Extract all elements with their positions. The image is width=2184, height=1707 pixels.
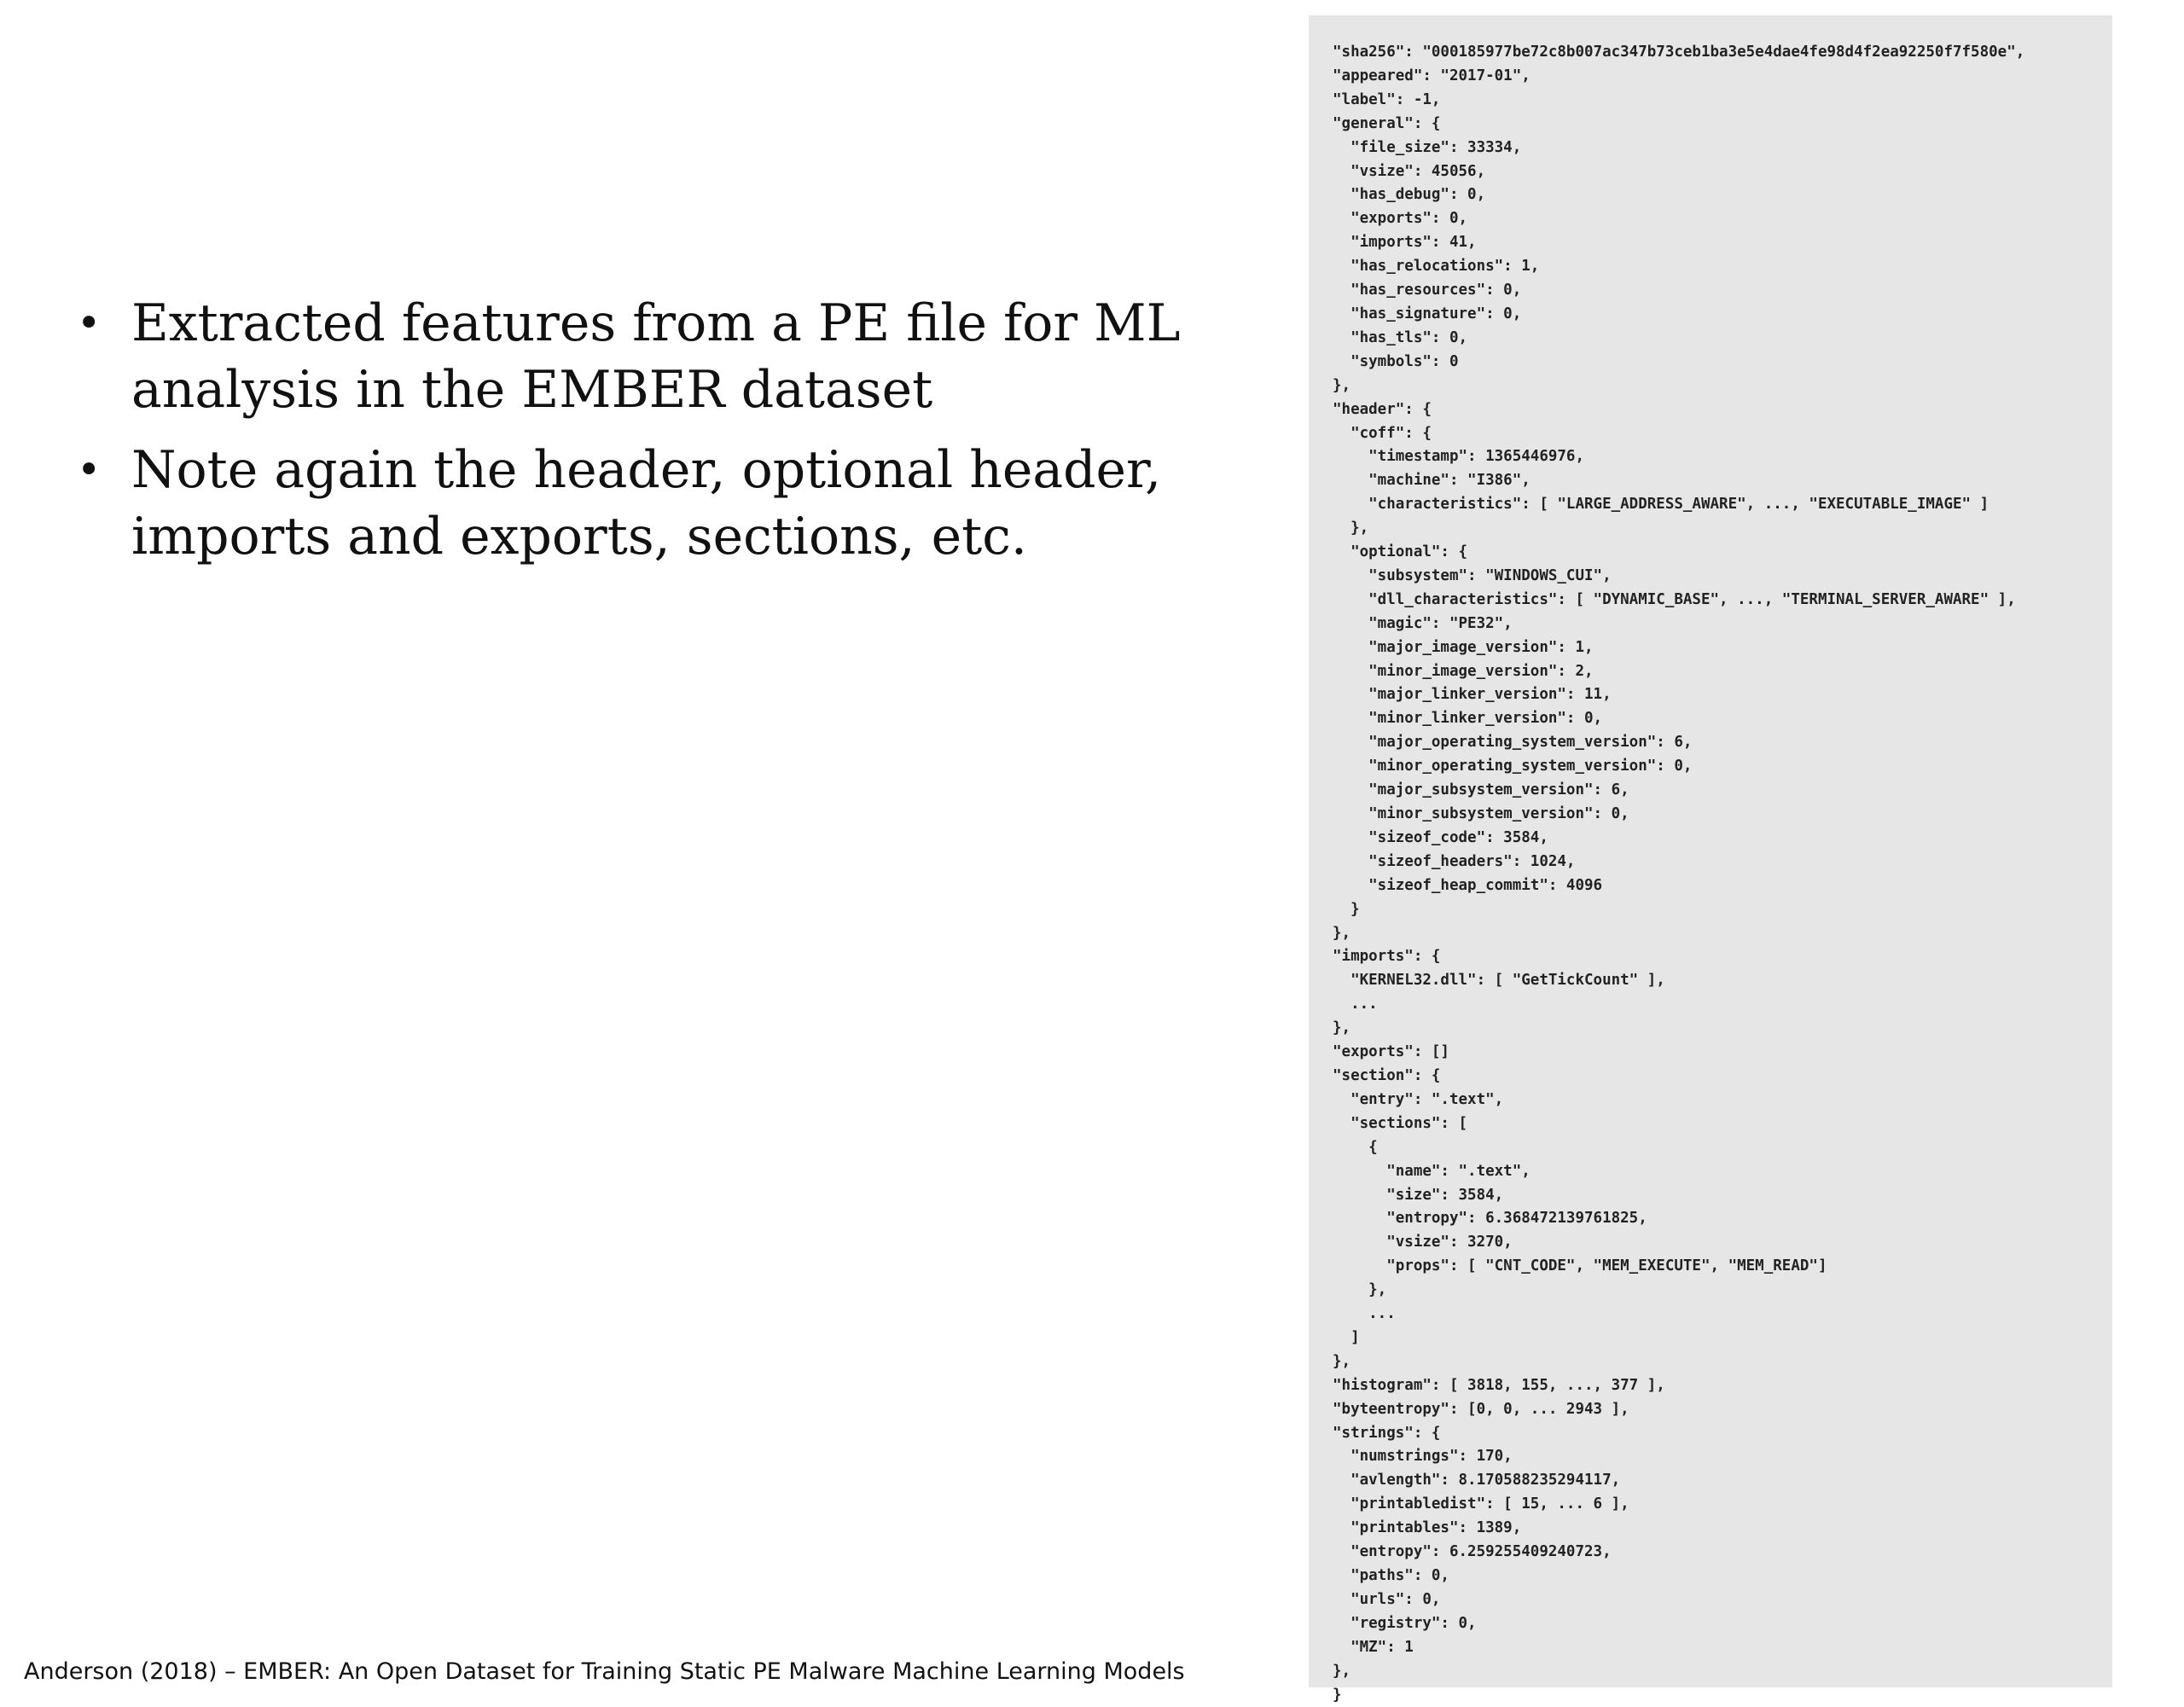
code-line: }, (1333, 1662, 1351, 1680)
code-line: "has_debug": 0, (1333, 186, 1486, 204)
code-line: "has_signature": 0, (1333, 305, 1522, 322)
code-line: "header": { (1333, 400, 1432, 418)
code-line: "vsize": 45056, (1333, 162, 1486, 180)
code-line: }, (1333, 1019, 1351, 1037)
code-line: "sections": [ (1333, 1114, 1468, 1132)
code-line: "entry": ".text", (1333, 1090, 1504, 1108)
code-line: "sha256": "000185977be72c8b007ac347b73ceb1ba3e5e4dae4fe98d4f2ea92250f7f580e", (1333, 44, 2025, 61)
json-code-panel (1309, 15, 2112, 1704)
code-line: }, (1333, 924, 1351, 942)
code-line: "minor_operating_system_version": 0, (1333, 758, 1693, 775)
code-line: "size": 3584, (1333, 1186, 1504, 1204)
bullet-list (77, 290, 1271, 584)
code-line: "imports": { (1333, 948, 1441, 966)
code-line: }, (1333, 520, 1369, 537)
code-line: "general": { (1333, 114, 1441, 132)
code-line: "machine": "I386", (1333, 472, 1531, 490)
code-line: "major_operating_system_version": 6, (1333, 734, 1693, 752)
code-line: "strings": { (1333, 1424, 1441, 1442)
code-line: "exports": [] (1333, 1043, 1449, 1061)
bullet-text: Note again the header, optional header, imports and exports, sections, etc. (131, 440, 1162, 566)
code-line: "symbols": 0 (1333, 352, 1459, 370)
code-line: "major_image_version": 1, (1333, 638, 1594, 656)
code-line: "printables": 1389, (1333, 1519, 1522, 1537)
code-line: ... (1333, 1305, 1396, 1323)
bullet-glyph: • (77, 299, 102, 347)
code-line: "registry": 0, (1333, 1614, 1477, 1632)
code-line: "entropy": 6.368472139761825, (1333, 1210, 1647, 1228)
citation: Anderson (2018) – EMBER: An Open Dataset for Training Static PE Malware Machine Learning Models (24, 1658, 1185, 1685)
code-line: "byteentropy": [0, 0, ... 2943 ], (1333, 1400, 1629, 1418)
code-line: "minor_subsystem_version": 0, (1333, 805, 1629, 822)
code-line: "MZ": 1 (1333, 1638, 1414, 1656)
code-line: "printabledist": [ 15, ... 6 ], (1333, 1495, 1629, 1513)
code-line: "appeared": "2017-01", (1333, 67, 1531, 84)
code-line: "has_tls": 0, (1333, 328, 1468, 346)
code-line: "KERNEL32.dll": [ "GetTickCount" ], (1333, 972, 1665, 990)
code-line: }, (1333, 1352, 1351, 1370)
bullet-glyph: • (77, 446, 102, 494)
code-line: "sizeof_headers": 1024, (1333, 852, 1576, 870)
code-line: "exports": 0, (1333, 210, 1468, 228)
code-line: "vsize": 3270, (1333, 1234, 1513, 1251)
code-line: "minor_image_version": 2, (1333, 662, 1594, 680)
code-line: "name": ".text", (1333, 1162, 1531, 1180)
code-line: "major_linker_version": 11, (1333, 686, 1612, 704)
code-line: "dll_characteristics": [ "DYNAMIC_BASE", ..., "TERMINAL_SERVER_AWARE" ], (1333, 590, 2016, 608)
code-line: }, (1333, 1281, 1387, 1299)
code-line: "has_relocations": 1, (1333, 258, 1540, 276)
code-line: "urls": 0, (1333, 1590, 1441, 1608)
code-line: "subsystem": "WINDOWS_CUI", (1333, 566, 1612, 584)
code-line: } (1333, 900, 1360, 918)
code-line: "imports": 41, (1333, 234, 1477, 252)
code-line: ] (1333, 1328, 1360, 1346)
code-line: ... (1333, 996, 1378, 1013)
code-line: "timestamp": 1365446976, (1333, 448, 1585, 466)
code-line: "avlength": 8.170588235294117, (1333, 1472, 1621, 1489)
code-line: "optional": { (1333, 543, 1468, 561)
code-line: "paths": 0, (1333, 1567, 1449, 1584)
code-line: "has_resources": 0, (1333, 282, 1522, 299)
code-line: { (1333, 1138, 1378, 1156)
code-line: "histogram": [ 3818, 155, ..., 377 ], (1333, 1376, 1665, 1394)
code-line: "sizeof_code": 3584, (1333, 828, 1548, 846)
code-line: "entropy": 6.259255409240723, (1333, 1543, 1612, 1561)
code-line: "characteristics": [ "LARGE_ADDRESS_AWARE", ..., "EXECUTABLE_IMAGE" ] (1333, 496, 1989, 514)
code-line: "major_subsystem_version": 6, (1333, 781, 1629, 799)
code-line: "sizeof_heap_commit": 4096 (1333, 876, 1603, 894)
code-line: "props": [ "CNT_CODE", "MEM_EXECUTE", "MEM_READ"] (1333, 1257, 1827, 1275)
bullet-item (77, 290, 1271, 423)
code-line: "section": { (1333, 1066, 1441, 1084)
code-line: } (1333, 1686, 1342, 1704)
bullet-item (77, 437, 1271, 570)
code-line: "magic": "PE32", (1333, 614, 1513, 632)
code-line: "minor_linker_version": 0, (1333, 710, 1603, 728)
code-line: "file_size": 33334, (1333, 138, 1522, 156)
code-line: }, (1333, 376, 1351, 394)
json-code-block (1309, 15, 2112, 1707)
code-line: "label": -1, (1333, 90, 1441, 108)
code-line: "coff": { (1333, 424, 1432, 442)
bullet-text: Extracted features from a PE file for ML analysis in the EMBER dataset (131, 293, 1181, 420)
code-line: "numstrings": 170, (1333, 1448, 1513, 1466)
